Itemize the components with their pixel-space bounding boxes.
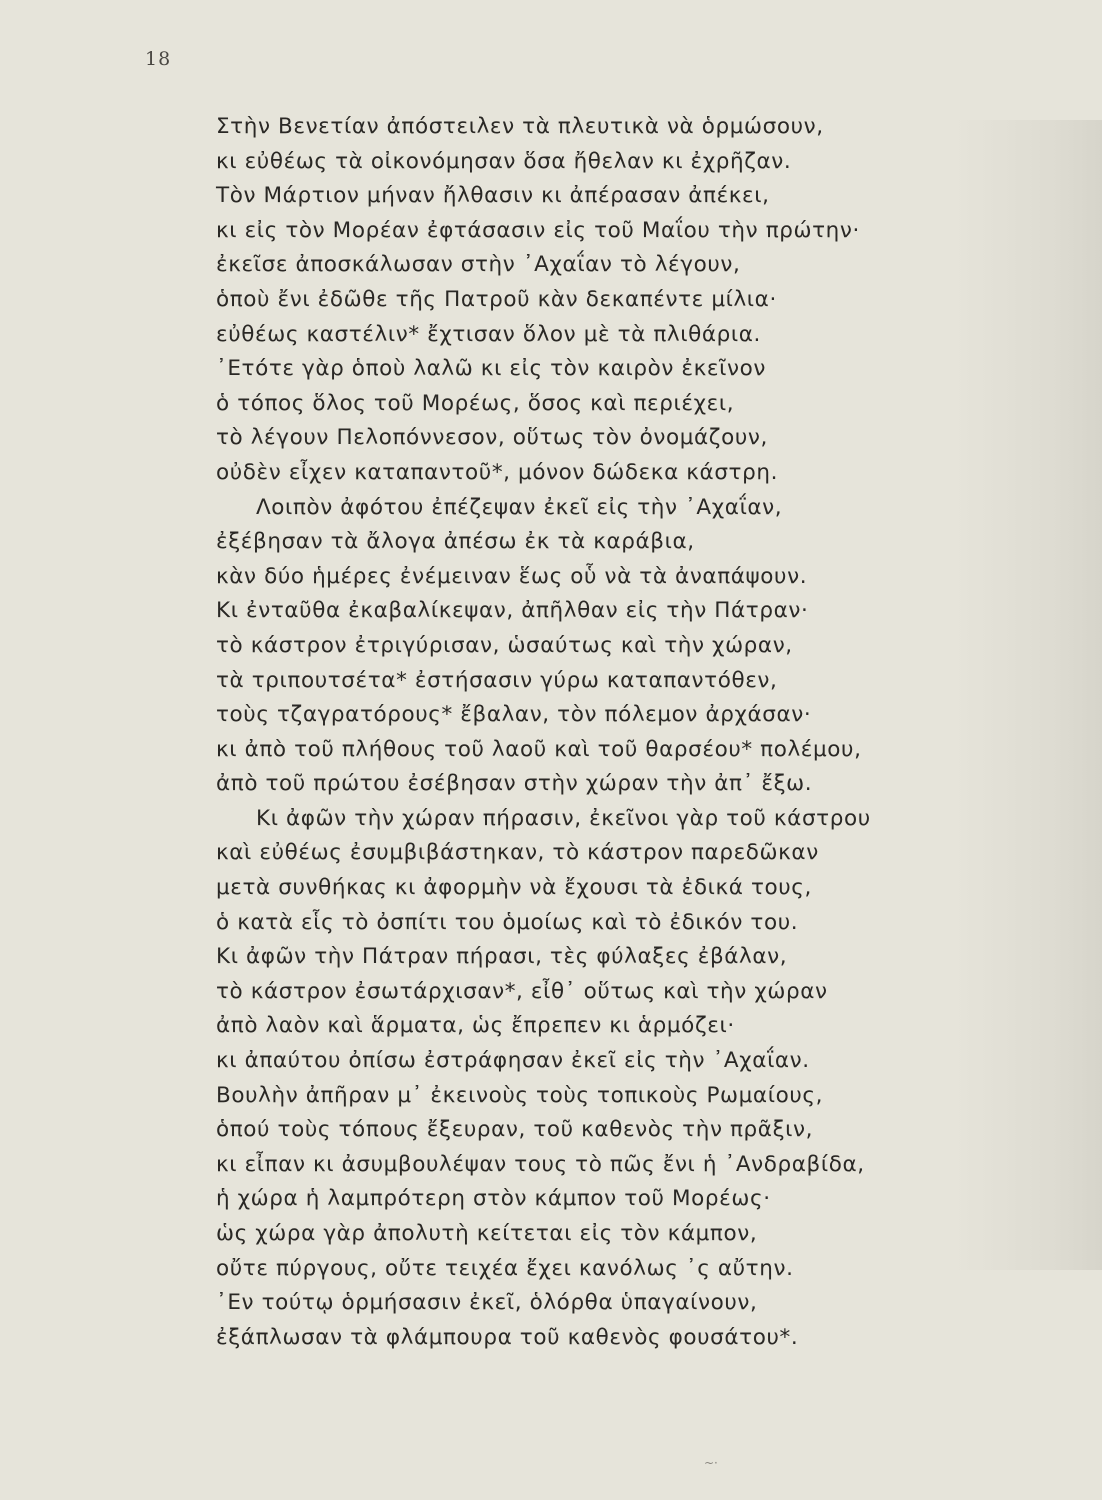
verse-line: Τὸν Μάρτιον μήναν ἤλθασιν κι ἀπέρασαν ἀπέκει, xyxy=(216,183,770,209)
verse-line: Στὴν Βενετίαν ἀπόστειλεν τὰ πλευτικὰ νὰ ὁρμώσουν, xyxy=(216,114,824,139)
verse-line: τοὺς τζαγρατόρους* ἔβαλαν, τὸν πόλεμον ἀρχάσαν· xyxy=(216,702,812,728)
verse-line: ὡς χώρα γὰρ ἀπολυτὴ κείτεται εἰς τὸν κάμπον, xyxy=(216,1221,758,1246)
verse-line: κὰν δύο ἡμέρες ἐνέμειναν ἕως οὗ νὰ τὰ ἀναπάψουν. xyxy=(216,563,808,589)
verse-line: μετὰ συνθήκας κι ἀφορμὴν νὰ ἔχουσι τὰ ἐδικά τους, xyxy=(216,875,812,901)
verse-line: ἐξέβησαν τὰ ἄλογα ἀπέσω ἐκ τὰ καράβια, xyxy=(216,529,695,555)
verse-block xyxy=(216,110,956,1355)
verse-line: τὸ κάστρον ἐσωτάρχισαν*, εἶθ᾿ οὕτως καὶ τὴν χώραν xyxy=(216,978,828,1004)
verse-line: ὁ κατὰ εἷς τὸ ὀσπίτι του ὁμοίως καὶ τὸ ἐδικόν του. xyxy=(216,909,799,935)
verse-line: ὁπού τοὺς τόπους ἔξευραν, τοῦ καθενὸς τὴν πρᾶξιν, xyxy=(216,1117,814,1143)
verse-line: κι ἀπαύτου ὀπίσω ἐστράφησαν ἐκεῖ εἰς τὴν ᾿Αχαΐαν. xyxy=(216,1048,810,1074)
verse-line: Κι ἀφῶν τὴν Πάτραν πήρασι, τὲς φύλαξες ἐβάλαν, xyxy=(216,944,788,970)
verse-line: εὐθέως καστέλιν* ἔχτισαν ὅλον μὲ τὰ πλιθάρια. xyxy=(216,321,761,347)
verse-line: Βουλὴν ἀπῆραν μ᾿ ἐκεινοὺς τοὺς τοπικοὺς Ρωμαίους, xyxy=(216,1082,824,1108)
verse-line: ᾿Εν τούτῳ ὁρμήσασιν ἐκεῖ, ὁλόρθα ὑπαγαίνουν, xyxy=(216,1290,758,1316)
verse-line: ᾿Ετότε γὰρ ὁποὺ λαλῶ κι εἰς τὸν καιρὸν ἐκεῖνον xyxy=(216,356,766,382)
verse-line: ὁποὺ ἔνι ἐδῶθε τῆς Πατροῦ κὰν δεκαπέντε μίλια· xyxy=(216,286,777,312)
verse-line: οὔτε πύργους, οὔτε τειχέα ἔχει κανόλως ᾿ς αὔτην. xyxy=(216,1255,794,1281)
verse-line: οὐδὲν εἶχεν καταπαντοῦ*, μόνον δώδεκα κάστρη. xyxy=(216,459,779,485)
verse-line: κι εἰς τὸν Μορέαν ἐφτάσασιν εἰς τοῦ Μαΐου τὴν πρώτην· xyxy=(216,217,860,243)
verse-line: τὸ κάστρον ἐτριγύρισαν, ὡσαύτως καὶ τὴν χώραν, xyxy=(216,632,793,658)
verse-line: ἀπὸ τοῦ πρώτου ἐσέβησαν στὴν χώραν τὴν ἀπ᾿ ἔξω. xyxy=(216,771,813,797)
verse-line: ἀπὸ λαὸν καὶ ἅρματα, ὡς ἔπρεπεν κι ἁρμόζει· xyxy=(216,1013,735,1039)
verse-line: ἐκεῖσε ἀποσκάλωσαν στὴν ᾿Αχαΐαν τὸ λέγουν, xyxy=(216,252,741,278)
verse-line: κι εἶπαν κι ἀσυμβουλέψαν τους τὸ πῶς ἔνι ἡ ᾿Ανδραβίδα, xyxy=(216,1151,865,1177)
verse-line: Λοιπὸν ἀφότου ἐπέζεψαν ἐκεῖ εἰς τὴν ᾿Αχαΐαν, xyxy=(256,494,783,520)
verse-line: κι ἀπὸ τοῦ πλήθους τοῦ λαοῦ καὶ τοῦ θαρσέου* πολέμου, xyxy=(216,736,862,762)
facing-page-show-through xyxy=(952,120,1102,1270)
verse-line: κι εὐθέως τὰ οἰκονόμησαν ὅσα ἤθελαν κι ἐχρῆζαν. xyxy=(216,148,792,174)
stray-ink-mark: ~· xyxy=(704,1456,718,1470)
verse-line: Κι ἐνταῦθα ἐκαβαλίκεψαν, ἀπῆλθαν εἰς τὴν Πάτραν· xyxy=(216,598,809,624)
page-number: 18 xyxy=(145,48,172,70)
verse-line: ὁ τόπος ὅλος τοῦ Μορέως, ὅσος καὶ περιέχει, xyxy=(216,390,735,416)
verse-line: καὶ εὐθέως ἐσυμβιβάστηκαν, τὸ κάστρον παρεδῶκαν xyxy=(216,840,819,866)
verse-line: ἐξάπλωσαν τὰ φλάμπουρα τοῦ καθενὸς φουσάτου*. xyxy=(216,1324,799,1350)
verse-line: Κι ἀφῶν τὴν χώραν πήρασιν, ἐκεῖνοι γὰρ τοῦ κάστρου xyxy=(256,805,871,831)
verse-line: τὰ τριπουτσέτα* ἐστήσασιν γύρω καταπαντόθεν, xyxy=(216,667,778,693)
verse-line: τὸ λέγουν Πελοπόννεσον, οὕτως τὸν ὀνομάζουν, xyxy=(216,425,768,451)
verse-line: ἡ χώρα ἡ λαμπρότερη στὸν κάμπον τοῦ Μορέως· xyxy=(216,1186,771,1212)
